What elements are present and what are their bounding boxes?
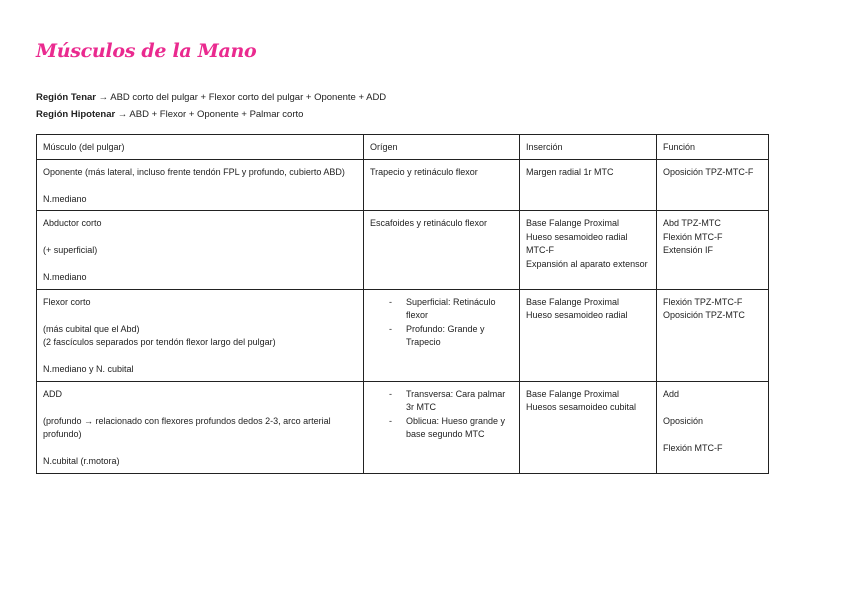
cell-text: N.mediano y N. cubital: [43, 364, 134, 374]
cell-text: [43, 231, 357, 245]
cell-text: [43, 442, 357, 456]
cell-text: [43, 179, 357, 193]
cell-funcion: [657, 211, 769, 290]
cell-text: Base Falange Proximal: [526, 296, 620, 307]
cell-origen: [364, 211, 520, 290]
cell-funcion: [657, 289, 769, 381]
cell-origen: [364, 289, 520, 381]
cell-text: (+ superficial): [43, 245, 98, 255]
table-row: [37, 211, 769, 290]
cell-text: Base Falange Proximal: [526, 388, 620, 399]
cell-funcion: [657, 159, 769, 211]
cell-text: Oponente (más lateral, incluso frente tendón FPL y profundo, cubierto ABD): [43, 166, 345, 177]
cell-text: (más cubital que el Abd): [43, 323, 140, 334]
summary-hipotenar: [36, 106, 386, 123]
hipotenar-label: Región Hipotenar: [36, 109, 116, 120]
cell-text: ADD: [43, 388, 63, 399]
header-insercion: Inserción: [520, 135, 657, 160]
cell-text: Trapecio y retináculo flexor: [370, 166, 478, 177]
cell-text: Abductor corto: [43, 218, 102, 228]
cell-text: Flexor corto: [43, 296, 91, 307]
cell-text: Add: [663, 388, 680, 399]
cell-insercion: [520, 159, 657, 211]
cell-insercion: [520, 211, 657, 290]
cell-origen: [364, 381, 520, 473]
cell-text: N.mediano: [43, 193, 87, 204]
cell-text: Oposición TPZ-MTC-F: [663, 166, 754, 177]
table-header-row: [37, 135, 769, 160]
list-item: - Transversa: Cara palmar 3r MTC: [406, 388, 513, 415]
tenar-text: → ABD corto del pulgar + Flexor corto del pulgar + Oponente + ADD: [96, 92, 387, 103]
cell-text: [663, 428, 762, 442]
cell-text: N.mediano: [43, 272, 87, 282]
cell-text: (profundo → relacionado con flexores profundos dedos 2-3, arco arterial profundo): [43, 415, 334, 439]
cell-text: [663, 401, 762, 415]
cell-text: Extensión IF: [663, 245, 714, 255]
cell-text: Flexión TPZ-MTC-F: [663, 296, 743, 307]
cell-text: Expansión al aparato extensor: [526, 258, 648, 269]
summary: [36, 89, 386, 123]
cell-musculo: [37, 211, 364, 290]
cell-text: Margen radial 1r MTC: [526, 166, 614, 177]
cell-text: Oposición: [663, 415, 704, 426]
cell-text: Escafoides y retináculo flexor: [370, 218, 488, 228]
cell-text: [43, 309, 357, 323]
header-origen: Orígen: [364, 135, 520, 160]
cell-text: N.cubital (r.motora): [43, 456, 120, 466]
header-musculo: Músculo (del pulgar): [37, 135, 364, 160]
cell-text: Flexión MTC-F: [663, 231, 723, 242]
cell-musculo: [37, 289, 364, 381]
list-item: - Superficial: Retináculo flexor: [406, 296, 513, 323]
summary-tenar: [36, 89, 386, 106]
muscles-table: [36, 134, 769, 474]
cell-text: Hueso sesamoideo radial MTC-F: [526, 231, 631, 255]
list-item: - Profundo: Grande y Trapecio: [406, 323, 513, 350]
cell-text: Oposición TPZ-MTC: [663, 310, 745, 320]
cell-text: Huesos sesamoideo cubital: [526, 402, 637, 412]
cell-text: [43, 401, 357, 415]
tenar-label: Región Tenar: [36, 92, 96, 103]
origen-list: [370, 388, 513, 442]
cell-text: Abd TPZ-MTC: [663, 218, 721, 228]
cell-text: [43, 350, 357, 364]
cell-origen: [364, 159, 520, 211]
cell-text: Hueso sesamoideo radial: [526, 310, 628, 320]
table-row: [37, 289, 769, 381]
cell-musculo: [37, 381, 364, 473]
cell-insercion: [520, 289, 657, 381]
origen-list: [370, 296, 513, 350]
cell-funcion: [657, 381, 769, 473]
hipotenar-text: → ABD + Flexor + Oponente + Palmar corto: [115, 109, 304, 120]
header-funcion: Función: [657, 135, 769, 160]
cell-text: Flexión MTC-F: [663, 442, 723, 453]
list-item: - Oblicua: Hueso grande y base segundo MTC: [406, 415, 513, 442]
table-row: [37, 159, 769, 211]
cell-text: [43, 258, 357, 272]
page-title: Músculos de la Mano: [36, 40, 257, 62]
table-row: [37, 381, 769, 473]
cell-insercion: [520, 381, 657, 473]
cell-text: (2 fascículos separados por tendón flexor largo del pulgar): [43, 337, 276, 347]
cell-text: Base Falange Proximal: [526, 218, 620, 228]
cell-musculo: [37, 159, 364, 211]
